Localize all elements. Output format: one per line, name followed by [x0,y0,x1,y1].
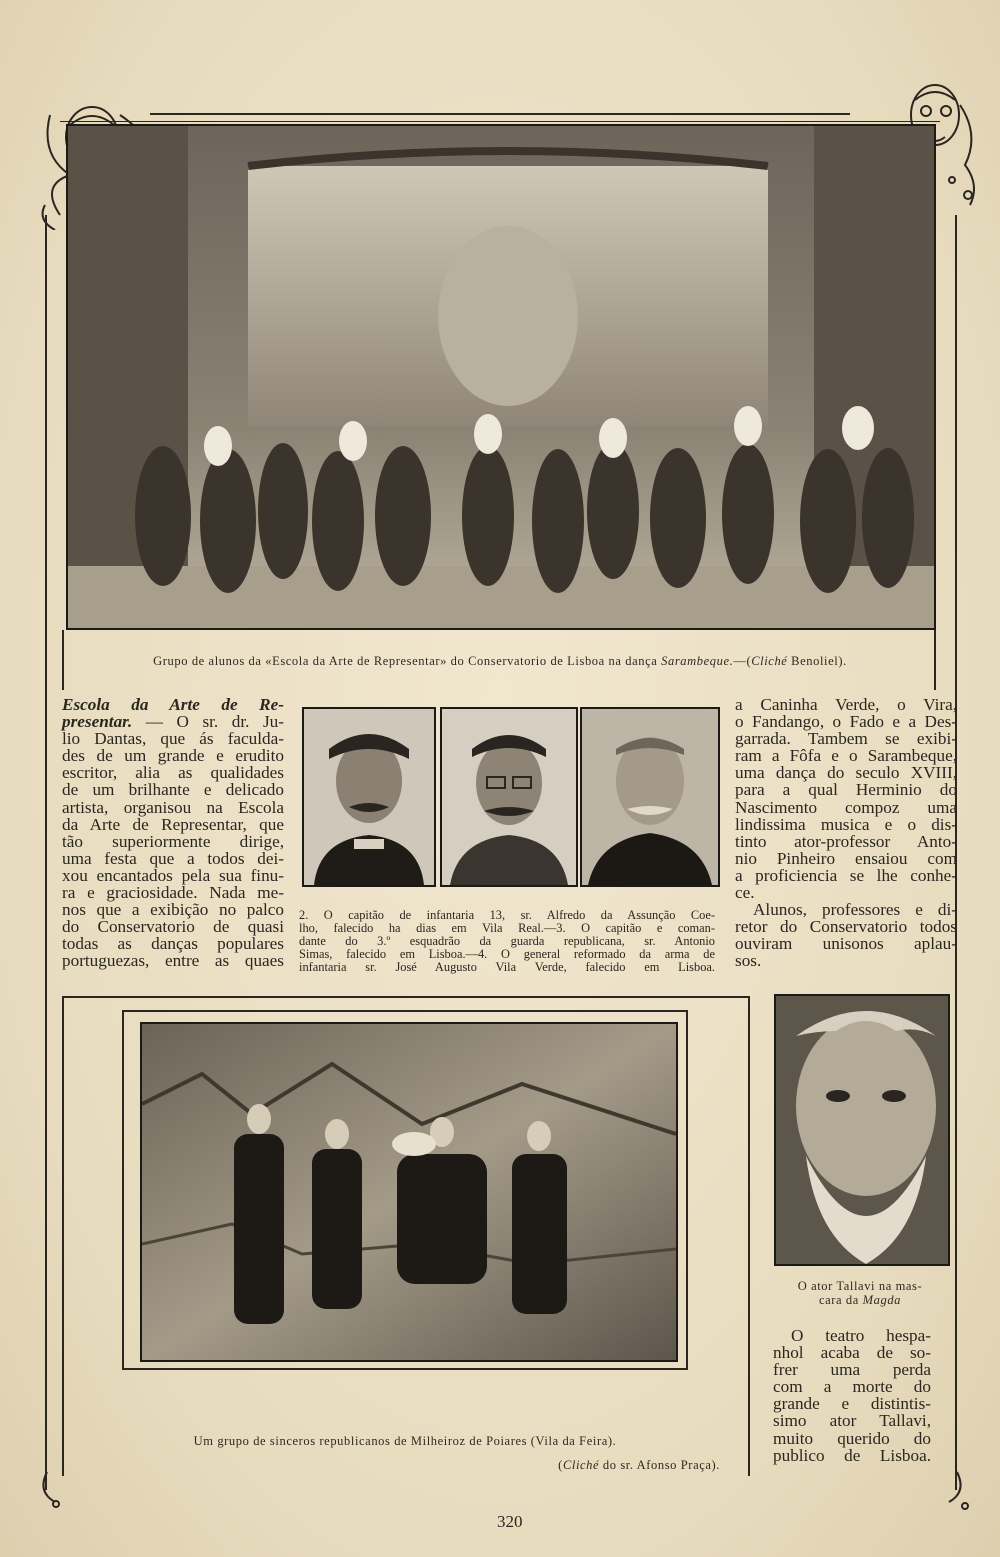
article-line: do Conservatorio de quasi [62,917,284,937]
article-right-column [735,696,957,970]
article-line: de um brilhante e delicado [62,780,284,800]
article-line: escritor, alia as qualidades [62,763,284,783]
portraits-caption-line: lho, falecido ha dias em Vila Real.—3. O capitão e coman- [299,920,715,935]
tallavi-caption [770,1279,950,1307]
article-line: ra e graciosidade. Nada me- [62,883,284,903]
stage-dance-photo [66,124,936,630]
tallavi-text-line: grande e distintis- [773,1394,931,1414]
tallavi-text-line: publico de Lisboa. [773,1445,931,1465]
article-heading-line1: Escola da Arte de Re- [62,695,284,714]
republicans-group-photo [140,1022,678,1362]
article-line: ouviram unisonos aplau- [735,934,957,954]
article-line: artista, organisou na Escola [62,797,284,817]
article-line: o Fandango, o Fado e a Des- [735,712,957,732]
credit-text: do sr. Afonso Praça). [599,1458,720,1472]
tallavi-text-line: nhol acaba de so- [773,1343,931,1363]
caption-text: Grupo de alunos da «Escola da Arte de Representar» do Conservatorio de Lisboa na dança [153,654,658,668]
article-line: xou encantados pela sua finu- [62,865,284,885]
caption-cliche: Cliché [751,654,788,668]
article-line: garrada. Tambem se exibi- [735,729,957,749]
article-line: nos que a exibição no palco [62,900,284,920]
tallavi-text-column [773,1327,931,1464]
portraits-caption-line: infantaria sr. José Augusto Vila Verde, falecido em Lisboa. [299,959,715,974]
group-photo-credit [470,1458,720,1473]
article-line [62,713,284,730]
group-photo-outer-frame-top [122,1010,688,1012]
article-line: a Caninha Verde, o Vira, [735,695,957,714]
tallavi-text-line: simo ator Tallavi, [773,1411,931,1431]
frame-inner-top [60,121,940,122]
lower-box-right [748,996,750,1476]
caption-italic: Sarambeque. [661,654,734,668]
article-line-text: — O sr. dr. Ju- [132,712,284,732]
article-left-column [62,696,284,970]
lower-box-top [62,996,750,998]
tallavi-text-line: com a morte do [773,1377,931,1397]
article-line: ce. [735,883,755,903]
portrait-jose-vila-verde [580,707,720,887]
article-line: para a qual Herminio do [735,780,957,800]
bottom-right-ornament [945,1470,985,1510]
article-line: a proficiencia se lhe conhe- [735,865,957,885]
article-line: retor do Conservatorio todos [735,917,957,937]
article-line: uma festa que a todos dei- [62,848,284,868]
article-line: des de um grande e erudito [62,746,284,766]
article-line: tão superiormente dirige, [62,831,284,851]
group-photo-outer-frame-right [686,1010,688,1370]
tallavi-text-line: frer uma perda [773,1360,931,1380]
frame-top-line [150,113,850,115]
article-line: ram a Fôfa e o Sarambeque, [735,746,957,766]
article-line: lio Dantas, que ás faculda- [62,729,284,749]
page-number: 320 [497,1512,523,1531]
group-photo-outer-frame-left [122,1010,124,1370]
tallavi-text-line: muito querido do [773,1428,931,1448]
tallavi-caption-italic: Magda [862,1293,902,1307]
article-line: lindissima musica e o dis- [735,814,957,834]
article-line: portuguezas, entre as quaes [62,951,284,971]
credit-paren: ( [558,1458,563,1472]
portraits-caption-line: 2. O capitão de infantaria 13, sr. Alfredo da Assunção Coe- [299,908,715,922]
portraits-caption-line: Simas, falecido em Lisboa.—4. O general reformado da arma de [299,946,715,961]
tallavi-caption-line2: cara da [818,1293,863,1307]
tallavi-caption-line1: O ator Tallavi na mas- [797,1279,923,1293]
article-line: Alunos, professores e di- [753,900,957,920]
caption-dash: —( [733,654,752,668]
article-line: da Arte de Representar, que [62,814,284,834]
portrait-alfredo-coelho [302,707,436,887]
bottom-left-ornament [30,1470,70,1510]
article-line: tinto ator-professor Anto- [735,831,957,851]
caption-box-left [62,630,64,690]
stage-photo-caption [70,654,930,669]
group-photo-outer-frame-bottom [122,1368,688,1370]
credit-cliche: Cliché [562,1458,600,1472]
caption-box-right [934,630,936,690]
article-heading-line2: presentar. [62,712,133,732]
caption-credit: Benoliel). [787,654,847,668]
lower-box-left [62,996,64,1476]
portraits-caption-line: dante do 3.º esquadrão da guarda republicana, sr. Antonio [299,933,715,948]
portrait-antonio-simas [440,707,578,887]
portraits-caption [299,909,715,974]
article-line: sos. [735,951,762,971]
article-line: Nascimento compoz uma [735,797,957,817]
article-line: uma dança do seculo XVIII, [735,763,957,783]
article-line: nio Pinheiro ensaiou com [735,848,957,868]
article-line: todas as danças populares [62,934,284,954]
frame-left-line [45,215,47,1490]
tallavi-text-line: O teatro hespa- [791,1326,931,1345]
tallavi-portrait [774,994,950,1266]
group-photo-caption: Um grupo de sinceros republicanos de Milheiroz de Poiares (Vila da Feira). [193,1434,617,1448]
